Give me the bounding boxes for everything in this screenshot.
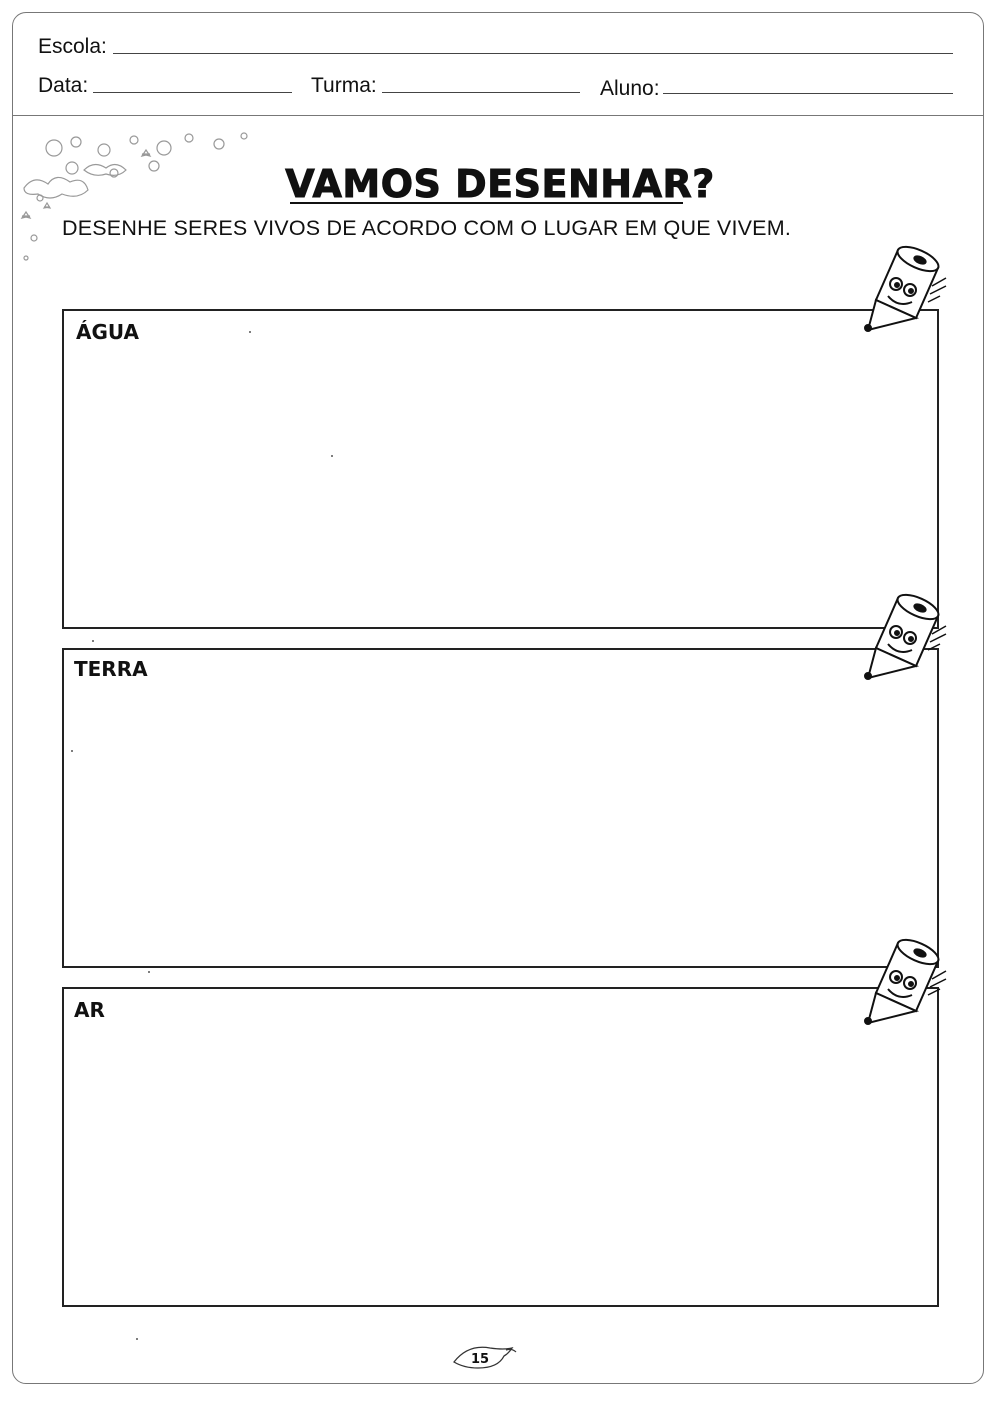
class-field[interactable] (382, 92, 580, 93)
student-field[interactable] (663, 93, 953, 94)
box-label-land: TERRA (74, 657, 148, 681)
drawing-area-water[interactable] (62, 309, 939, 629)
date-label: Data: (38, 74, 89, 97)
scan-speck (148, 971, 150, 973)
page-title-wrap (0, 162, 1000, 206)
box-label-water: ÁGUA (76, 320, 139, 344)
smiling-pencil-icon (850, 933, 950, 1033)
student-label: Aluno: (600, 77, 660, 100)
school-label: Escola: (38, 35, 107, 58)
scan-speck (136, 1338, 138, 1340)
scan-speck (249, 331, 251, 333)
smiling-pencil-icon (850, 588, 950, 688)
box-label-air: AR (74, 998, 105, 1022)
date-field[interactable] (93, 92, 292, 93)
scan-speck (71, 750, 73, 752)
title-underline (290, 202, 683, 204)
class-label: Turma: (311, 74, 377, 97)
drawing-area-air[interactable] (62, 987, 939, 1307)
scan-speck (331, 455, 333, 457)
school-field[interactable] (113, 53, 953, 54)
page-title: VAMOS DESENHAR? (285, 162, 715, 206)
scan-speck (92, 640, 94, 642)
smiling-pencil-icon (850, 240, 950, 340)
page-number: 15 (471, 1352, 490, 1367)
header-divider (12, 115, 984, 116)
instruction-text: DESENHE SERES VIVOS DE ACORDO COM O LUGAR EM QUE VIVEM. (62, 216, 792, 240)
drawing-area-land[interactable] (62, 648, 939, 968)
